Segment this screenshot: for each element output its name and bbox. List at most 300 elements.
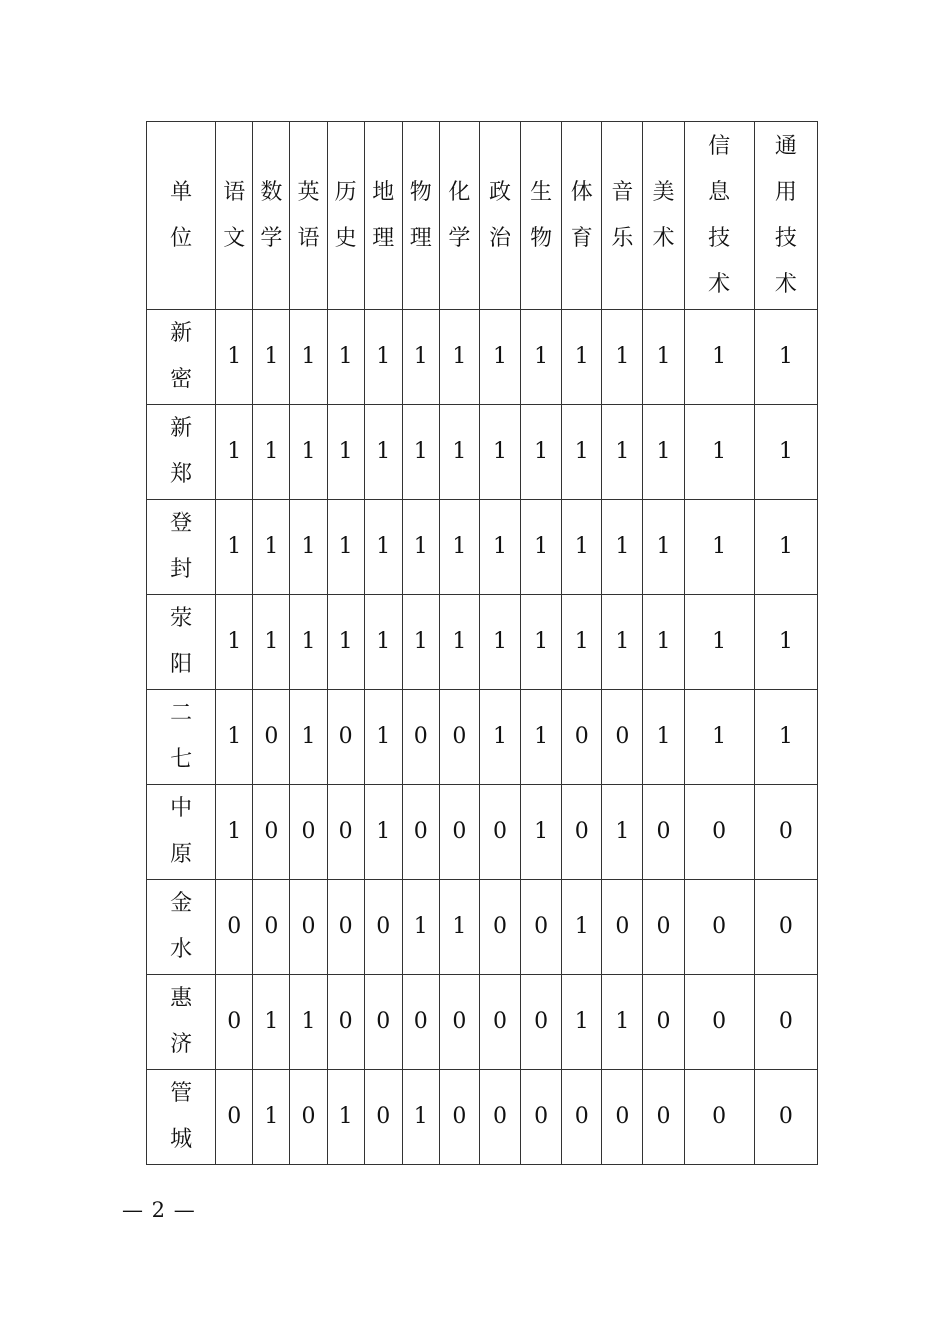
table-row bbox=[147, 785, 818, 880]
cell-value: 0 bbox=[301, 819, 316, 844]
column-header bbox=[684, 122, 754, 310]
value-cell bbox=[439, 880, 479, 975]
value-cell bbox=[479, 975, 520, 1070]
cell-value: 1 bbox=[574, 914, 589, 939]
cell-value: 0 bbox=[493, 1009, 508, 1034]
unit-cell bbox=[147, 690, 216, 785]
value-cell bbox=[253, 310, 290, 405]
cell-value: 0 bbox=[493, 1104, 508, 1129]
unit-label: 新密 bbox=[170, 321, 193, 392]
cell-value: 0 bbox=[712, 819, 727, 844]
value-cell bbox=[439, 310, 479, 405]
value-cell bbox=[327, 690, 364, 785]
cell-value: 0 bbox=[712, 1009, 727, 1034]
value-cell bbox=[521, 595, 562, 690]
cell-value: 1 bbox=[264, 344, 279, 369]
cell-value: 1 bbox=[338, 629, 353, 654]
unit-label: 中原 bbox=[170, 796, 193, 867]
value-cell bbox=[562, 500, 602, 595]
unit-label: 金水 bbox=[170, 891, 193, 962]
value-cell bbox=[562, 785, 602, 880]
cell-value: 0 bbox=[712, 914, 727, 939]
value-cell bbox=[364, 405, 402, 500]
value-cell bbox=[364, 785, 402, 880]
value-cell bbox=[253, 500, 290, 595]
value-cell bbox=[684, 880, 754, 975]
value-cell bbox=[253, 1070, 290, 1165]
value-cell bbox=[402, 785, 439, 880]
column-header-label: 生物 bbox=[530, 179, 553, 251]
value-cell bbox=[479, 880, 520, 975]
cell-value: 1 bbox=[712, 344, 727, 369]
cell-value: 1 bbox=[376, 344, 391, 369]
cell-value: 1 bbox=[574, 1009, 589, 1034]
value-cell bbox=[684, 405, 754, 500]
value-cell bbox=[290, 595, 327, 690]
value-cell bbox=[402, 975, 439, 1070]
value-cell bbox=[327, 500, 364, 595]
cell-value: 1 bbox=[264, 629, 279, 654]
cell-value: 1 bbox=[615, 439, 630, 464]
value-cell bbox=[754, 405, 817, 500]
cell-value: 0 bbox=[376, 1104, 391, 1129]
value-cell bbox=[253, 785, 290, 880]
value-cell bbox=[562, 880, 602, 975]
value-cell bbox=[402, 595, 439, 690]
cell-value: 1 bbox=[413, 914, 428, 939]
cell-value: 1 bbox=[452, 629, 467, 654]
cell-value: 1 bbox=[778, 439, 793, 464]
value-cell bbox=[602, 405, 643, 500]
cell-value: 0 bbox=[712, 1104, 727, 1129]
column-header-label: 物理 bbox=[409, 179, 432, 251]
column-header-label: 音乐 bbox=[611, 179, 634, 251]
value-cell bbox=[216, 975, 253, 1070]
column-header bbox=[754, 122, 817, 310]
cell-value: 1 bbox=[712, 629, 727, 654]
cell-value: 0 bbox=[264, 819, 279, 844]
value-cell bbox=[754, 975, 817, 1070]
column-header bbox=[253, 122, 290, 310]
cell-value: 0 bbox=[778, 819, 793, 844]
cell-value: 1 bbox=[413, 534, 428, 559]
cell-value: 1 bbox=[615, 344, 630, 369]
value-cell bbox=[253, 595, 290, 690]
cell-value: 0 bbox=[778, 1104, 793, 1129]
value-cell bbox=[521, 880, 562, 975]
column-header bbox=[479, 122, 520, 310]
value-cell bbox=[364, 690, 402, 785]
value-cell bbox=[439, 975, 479, 1070]
value-cell bbox=[290, 785, 327, 880]
value-cell bbox=[290, 975, 327, 1070]
column-header bbox=[327, 122, 364, 310]
cell-value: 1 bbox=[574, 629, 589, 654]
cell-value: 0 bbox=[574, 819, 589, 844]
value-cell bbox=[684, 690, 754, 785]
cell-value: 1 bbox=[338, 1104, 353, 1129]
column-header-label: 历史 bbox=[334, 179, 357, 251]
value-cell bbox=[562, 310, 602, 405]
value-cell bbox=[479, 595, 520, 690]
column-header bbox=[216, 122, 253, 310]
cell-value: 1 bbox=[493, 439, 508, 464]
table-row bbox=[147, 405, 818, 500]
unit-label: 惠济 bbox=[170, 986, 193, 1057]
value-cell bbox=[602, 690, 643, 785]
unit-label: 管城 bbox=[170, 1081, 193, 1152]
cell-value: 0 bbox=[534, 1009, 549, 1034]
value-cell bbox=[562, 405, 602, 500]
value-cell bbox=[521, 405, 562, 500]
value-cell bbox=[439, 405, 479, 500]
value-cell bbox=[684, 1070, 754, 1165]
value-cell bbox=[402, 690, 439, 785]
cell-value: 1 bbox=[534, 534, 549, 559]
cell-value: 1 bbox=[534, 629, 549, 654]
cell-value: 0 bbox=[493, 819, 508, 844]
cell-value: 1 bbox=[615, 1009, 630, 1034]
unit-cell bbox=[147, 785, 216, 880]
cell-value: 1 bbox=[227, 724, 242, 749]
unit-cell bbox=[147, 880, 216, 975]
table-row bbox=[147, 310, 818, 405]
cell-value: 0 bbox=[338, 819, 353, 844]
value-cell bbox=[643, 690, 684, 785]
cell-value: 1 bbox=[778, 724, 793, 749]
value-cell bbox=[643, 500, 684, 595]
cell-value: 1 bbox=[615, 534, 630, 559]
table-row bbox=[147, 975, 818, 1070]
cell-value: 1 bbox=[264, 1009, 279, 1034]
cell-value: 0 bbox=[227, 914, 242, 939]
value-cell bbox=[290, 405, 327, 500]
cell-value: 1 bbox=[493, 534, 508, 559]
value-cell bbox=[327, 975, 364, 1070]
cell-value: 1 bbox=[376, 819, 391, 844]
value-cell bbox=[327, 405, 364, 500]
value-cell bbox=[402, 310, 439, 405]
cell-value: 1 bbox=[778, 629, 793, 654]
cell-value: 1 bbox=[264, 1104, 279, 1129]
value-cell bbox=[643, 785, 684, 880]
cell-value: 0 bbox=[615, 724, 630, 749]
unit-label: 登封 bbox=[170, 511, 193, 582]
column-header-label: 政治 bbox=[489, 179, 512, 251]
value-cell bbox=[327, 595, 364, 690]
column-header bbox=[439, 122, 479, 310]
cell-value: 1 bbox=[574, 534, 589, 559]
value-cell bbox=[602, 595, 643, 690]
value-cell bbox=[439, 500, 479, 595]
table-header-row bbox=[147, 122, 818, 310]
page-number: — 2 — bbox=[122, 1198, 196, 1222]
column-header bbox=[602, 122, 643, 310]
unit-cell bbox=[147, 500, 216, 595]
cell-value: 0 bbox=[574, 1104, 589, 1129]
cell-value: 1 bbox=[656, 629, 671, 654]
cell-value: 0 bbox=[338, 724, 353, 749]
value-cell bbox=[754, 690, 817, 785]
cell-value: 0 bbox=[338, 1009, 353, 1034]
cell-value: 1 bbox=[227, 819, 242, 844]
cell-value: 0 bbox=[301, 914, 316, 939]
cell-value: 1 bbox=[301, 534, 316, 559]
value-cell bbox=[253, 690, 290, 785]
cell-value: 1 bbox=[338, 344, 353, 369]
unit-label: 荥阳 bbox=[170, 606, 193, 677]
value-cell bbox=[643, 1070, 684, 1165]
value-cell bbox=[402, 500, 439, 595]
cell-value: 1 bbox=[376, 439, 391, 464]
unit-label: 二七 bbox=[170, 701, 193, 772]
value-cell bbox=[602, 310, 643, 405]
cell-value: 1 bbox=[712, 439, 727, 464]
value-cell bbox=[364, 310, 402, 405]
cell-value: 1 bbox=[452, 914, 467, 939]
value-cell bbox=[684, 975, 754, 1070]
value-cell bbox=[562, 595, 602, 690]
value-cell bbox=[754, 595, 817, 690]
value-cell bbox=[439, 690, 479, 785]
cell-value: 1 bbox=[534, 819, 549, 844]
column-header-label: 英语 bbox=[297, 179, 320, 251]
value-cell bbox=[479, 500, 520, 595]
cell-value: 1 bbox=[656, 534, 671, 559]
column-header-label: 语文 bbox=[223, 179, 246, 251]
cell-value: 1 bbox=[452, 344, 467, 369]
value-cell bbox=[327, 785, 364, 880]
value-cell bbox=[290, 880, 327, 975]
value-cell bbox=[754, 310, 817, 405]
cell-value: 1 bbox=[227, 534, 242, 559]
value-cell bbox=[643, 595, 684, 690]
cell-value: 0 bbox=[615, 914, 630, 939]
table-row bbox=[147, 880, 818, 975]
cell-value: 0 bbox=[413, 724, 428, 749]
value-cell bbox=[521, 785, 562, 880]
cell-value: 1 bbox=[534, 439, 549, 464]
cell-value: 1 bbox=[574, 439, 589, 464]
cell-value: 1 bbox=[778, 534, 793, 559]
column-header bbox=[402, 122, 439, 310]
cell-value: 1 bbox=[227, 629, 242, 654]
cell-value: 1 bbox=[413, 344, 428, 369]
value-cell bbox=[216, 690, 253, 785]
value-cell bbox=[479, 405, 520, 500]
value-cell bbox=[290, 500, 327, 595]
value-cell bbox=[216, 880, 253, 975]
column-header-label: 通用技术 bbox=[774, 133, 797, 297]
cell-value: 0 bbox=[778, 1009, 793, 1034]
cell-value: 0 bbox=[227, 1009, 242, 1034]
cell-value: 0 bbox=[615, 1104, 630, 1129]
column-header bbox=[290, 122, 327, 310]
column-header-label: 数学 bbox=[260, 179, 283, 251]
cell-value: 0 bbox=[376, 914, 391, 939]
column-header-label: 化学 bbox=[448, 179, 471, 251]
value-cell bbox=[364, 880, 402, 975]
unit-cell bbox=[147, 1070, 216, 1165]
cell-value: 1 bbox=[376, 724, 391, 749]
cell-value: 1 bbox=[493, 629, 508, 654]
value-cell bbox=[754, 1070, 817, 1165]
cell-value: 1 bbox=[301, 1009, 316, 1034]
cell-value: 1 bbox=[712, 724, 727, 749]
value-cell bbox=[602, 975, 643, 1070]
cell-value: 0 bbox=[376, 1009, 391, 1034]
column-header bbox=[521, 122, 562, 310]
cell-value: 1 bbox=[227, 439, 242, 464]
column-header-label: 美术 bbox=[652, 179, 675, 251]
cell-value: 0 bbox=[413, 1009, 428, 1034]
cell-value: 1 bbox=[493, 344, 508, 369]
cell-value: 0 bbox=[452, 819, 467, 844]
column-header bbox=[364, 122, 402, 310]
table-row bbox=[147, 690, 818, 785]
column-header-label: 单位 bbox=[170, 179, 193, 251]
cell-value: 1 bbox=[413, 439, 428, 464]
cell-value: 1 bbox=[301, 724, 316, 749]
value-cell bbox=[290, 690, 327, 785]
cell-value: 0 bbox=[227, 1104, 242, 1129]
unit-cell bbox=[147, 595, 216, 690]
value-cell bbox=[754, 880, 817, 975]
column-header-unit bbox=[147, 122, 216, 310]
cell-value: 1 bbox=[778, 344, 793, 369]
cell-value: 0 bbox=[493, 914, 508, 939]
value-cell bbox=[364, 595, 402, 690]
table-row bbox=[147, 1070, 818, 1165]
cell-value: 1 bbox=[413, 1104, 428, 1129]
value-cell bbox=[327, 1070, 364, 1165]
value-cell bbox=[402, 880, 439, 975]
value-cell bbox=[439, 595, 479, 690]
cell-value: 1 bbox=[264, 439, 279, 464]
cell-value: 1 bbox=[712, 534, 727, 559]
cell-value: 1 bbox=[301, 629, 316, 654]
unit-label: 新郑 bbox=[170, 416, 193, 487]
value-cell bbox=[521, 690, 562, 785]
table-row bbox=[147, 595, 818, 690]
column-header bbox=[643, 122, 684, 310]
value-cell bbox=[216, 310, 253, 405]
value-cell bbox=[216, 1070, 253, 1165]
column-header-label: 体育 bbox=[570, 179, 593, 251]
value-cell bbox=[521, 310, 562, 405]
value-cell bbox=[327, 310, 364, 405]
unit-cell bbox=[147, 975, 216, 1070]
cell-value: 1 bbox=[574, 344, 589, 369]
cell-value: 0 bbox=[452, 1104, 467, 1129]
cell-value: 0 bbox=[656, 1104, 671, 1129]
cell-value: 1 bbox=[376, 534, 391, 559]
cell-value: 1 bbox=[534, 724, 549, 749]
value-cell bbox=[754, 500, 817, 595]
value-cell bbox=[684, 310, 754, 405]
unit-cell bbox=[147, 405, 216, 500]
value-cell bbox=[253, 405, 290, 500]
value-cell bbox=[216, 785, 253, 880]
cell-value: 0 bbox=[656, 914, 671, 939]
value-cell bbox=[521, 1070, 562, 1165]
cell-value: 0 bbox=[301, 1104, 316, 1129]
value-cell bbox=[562, 1070, 602, 1165]
value-cell bbox=[602, 785, 643, 880]
cell-value: 1 bbox=[656, 344, 671, 369]
value-cell bbox=[253, 975, 290, 1070]
value-cell bbox=[439, 785, 479, 880]
value-cell bbox=[402, 405, 439, 500]
value-cell bbox=[754, 785, 817, 880]
value-cell bbox=[684, 500, 754, 595]
value-cell bbox=[684, 595, 754, 690]
cell-value: 0 bbox=[264, 724, 279, 749]
value-cell bbox=[643, 975, 684, 1070]
value-cell bbox=[684, 785, 754, 880]
value-cell bbox=[216, 405, 253, 500]
value-cell bbox=[327, 880, 364, 975]
cell-value: 0 bbox=[338, 914, 353, 939]
value-cell bbox=[602, 880, 643, 975]
cell-value: 0 bbox=[574, 724, 589, 749]
value-cell bbox=[602, 500, 643, 595]
cell-value: 1 bbox=[615, 629, 630, 654]
cell-value: 1 bbox=[338, 439, 353, 464]
table-row bbox=[147, 500, 818, 595]
value-cell bbox=[290, 310, 327, 405]
column-header-label: 地理 bbox=[372, 179, 395, 251]
value-cell bbox=[479, 690, 520, 785]
cell-value: 1 bbox=[493, 724, 508, 749]
value-cell bbox=[602, 1070, 643, 1165]
cell-value: 0 bbox=[264, 914, 279, 939]
value-cell bbox=[364, 500, 402, 595]
value-cell bbox=[521, 975, 562, 1070]
value-cell bbox=[479, 310, 520, 405]
cell-value: 0 bbox=[452, 724, 467, 749]
value-cell bbox=[521, 500, 562, 595]
value-cell bbox=[402, 1070, 439, 1165]
cell-value: 1 bbox=[534, 344, 549, 369]
subject-table bbox=[146, 121, 818, 1165]
cell-value: 1 bbox=[656, 724, 671, 749]
cell-value: 1 bbox=[301, 439, 316, 464]
value-cell bbox=[643, 310, 684, 405]
cell-value: 1 bbox=[227, 344, 242, 369]
cell-value: 0 bbox=[656, 819, 671, 844]
value-cell bbox=[479, 1070, 520, 1165]
cell-value: 1 bbox=[452, 534, 467, 559]
value-cell bbox=[364, 1070, 402, 1165]
value-cell bbox=[290, 1070, 327, 1165]
value-cell bbox=[643, 405, 684, 500]
cell-value: 0 bbox=[778, 914, 793, 939]
value-cell bbox=[364, 975, 402, 1070]
cell-value: 1 bbox=[452, 439, 467, 464]
value-cell bbox=[253, 880, 290, 975]
cell-value: 1 bbox=[301, 344, 316, 369]
cell-value: 0 bbox=[413, 819, 428, 844]
cell-value: 0 bbox=[534, 1104, 549, 1129]
value-cell bbox=[216, 500, 253, 595]
cell-value: 1 bbox=[376, 629, 391, 654]
cell-value: 1 bbox=[656, 439, 671, 464]
cell-value: 1 bbox=[615, 819, 630, 844]
cell-value: 1 bbox=[264, 534, 279, 559]
column-header-label: 信息技术 bbox=[708, 133, 731, 297]
table-body bbox=[147, 310, 818, 1165]
